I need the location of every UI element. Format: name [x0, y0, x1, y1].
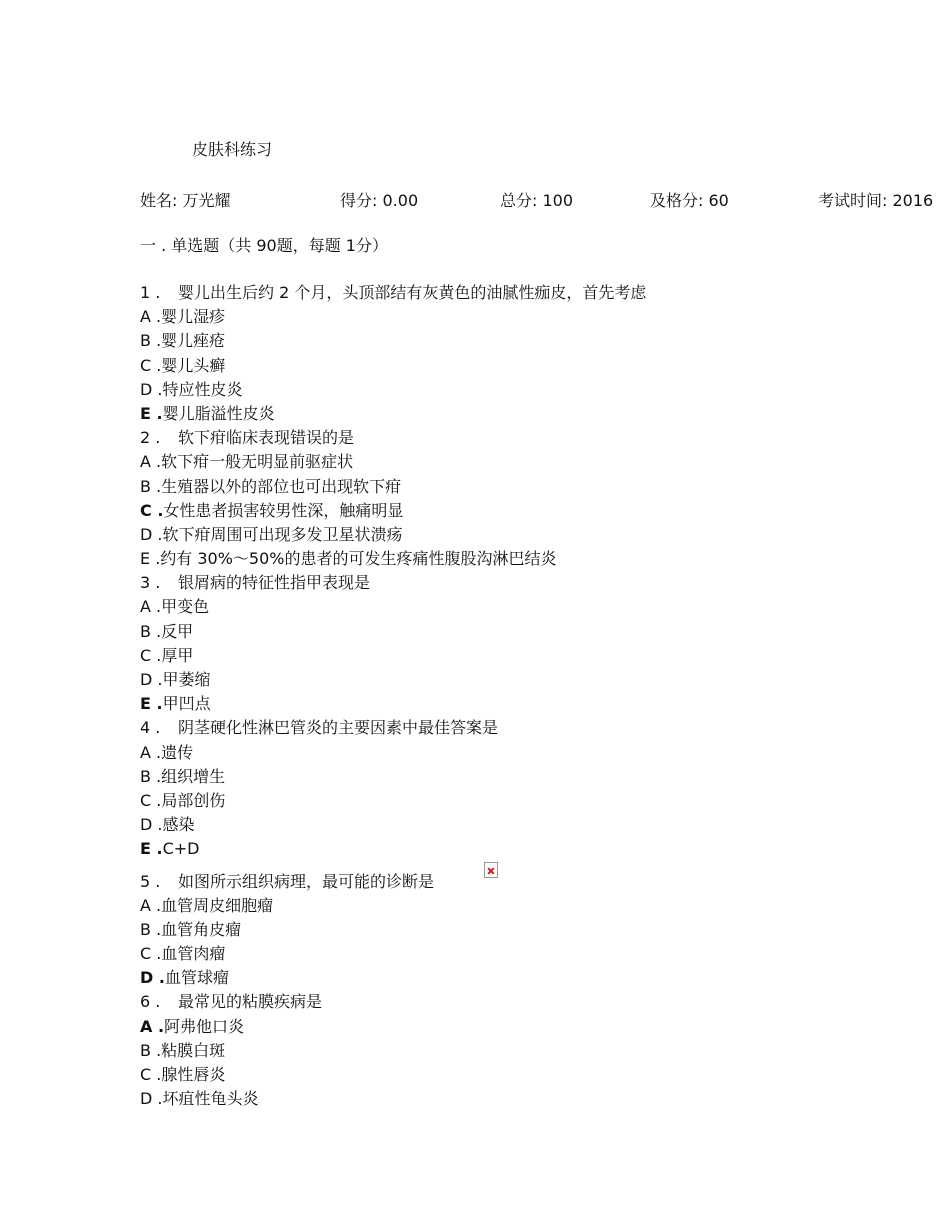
option-item [140, 668, 945, 692]
option-item [140, 644, 945, 668]
option-item [140, 378, 945, 402]
option-label: B . [140, 1040, 162, 1060]
option-label: C . [140, 790, 162, 810]
option-label: B . [140, 476, 162, 496]
option-text: C+D [162, 839, 200, 859]
option-label: A . [140, 742, 162, 762]
option-text: 血管角皮瘤 [161, 919, 242, 939]
question-text: 阴茎硬化性淋巴管炎的主要因素中最佳答案是 [178, 718, 499, 738]
meta-total [500, 188, 573, 211]
meta-time-value: 2016 [892, 191, 934, 210]
option-item [140, 547, 945, 571]
option-item [140, 942, 945, 966]
question-stem [140, 426, 945, 450]
option-text: 局部创伤 [161, 790, 226, 810]
option-text: 血管球瘤 [164, 968, 229, 988]
meta-name-label: 姓名: [140, 191, 178, 210]
broken-image-icon [484, 862, 498, 878]
option-item [140, 402, 945, 426]
option-label: B . [140, 919, 162, 939]
section-heading: 一 . 单选题（共 90题，每题 1分） [140, 236, 388, 255]
option-label: D . [140, 379, 163, 399]
question-number: 2 . [140, 428, 161, 448]
option-label: C . [140, 1065, 162, 1084]
option-label: A . [140, 307, 162, 327]
option-item [140, 789, 945, 813]
option-label: D . [140, 1089, 163, 1109]
question-text: 婴儿出生后约 2 个月，头顶部结有灰黄色的油腻性痂皮，首先考虑 [178, 283, 647, 302]
option-item [140, 329, 945, 353]
meta-name [140, 188, 231, 211]
meta-score-label: 得分: [340, 191, 378, 210]
question-stem [140, 990, 945, 1014]
meta-time-label: 考试时间: [818, 191, 888, 210]
option-text: 血管肉瘤 [161, 944, 226, 964]
option-label: A . [140, 452, 162, 472]
option-label: C . [140, 944, 162, 964]
question-text: 软下疳临床表现错误的是 [178, 428, 355, 448]
question-number: 4 . [140, 718, 161, 738]
option-label: A . [140, 895, 162, 915]
option-text: 厚甲 [161, 645, 194, 665]
option-text: 特应性皮炎 [162, 379, 243, 399]
option-label: D . [140, 670, 163, 689]
meta-pass [650, 188, 729, 211]
meta-time [818, 188, 933, 211]
option-text: 感染 [162, 815, 195, 835]
question-stem [140, 571, 945, 595]
option-text: 婴儿头癣 [161, 355, 226, 375]
option-item [140, 1063, 945, 1087]
option-text: 粘膜白斑 [161, 1040, 226, 1060]
option-label: A . [140, 597, 162, 617]
option-label: A . [140, 1016, 165, 1036]
option-text: 婴儿湿疹 [161, 307, 226, 327]
question-stem [140, 281, 945, 305]
question-text: 银屑病的特征性指甲表现是 [178, 573, 371, 593]
question-number: 5 . [140, 871, 161, 891]
option-label: C . [140, 500, 164, 520]
option-item [140, 692, 945, 716]
option-text: 甲萎缩 [162, 670, 211, 689]
question-stem [140, 870, 945, 894]
option-label: C . [140, 355, 162, 375]
meta-total-label: 总分: [500, 191, 538, 210]
question-number: 6 . [140, 992, 161, 1012]
option-label: D . [140, 968, 165, 988]
option-item [140, 620, 945, 644]
option-text: 坏疽性龟头炎 [162, 1089, 259, 1109]
option-text: 阿弗他口炎 [164, 1016, 245, 1036]
option-text: 遗传 [161, 742, 194, 762]
option-text: 软下疳周围可出现多发卫星状溃疡 [162, 524, 403, 544]
meta-total-value: 100 [542, 191, 574, 210]
option-item [140, 450, 945, 474]
meta-score [340, 188, 418, 211]
option-text: 约有 30%～50%的患者的可发生疼痛性腹股沟淋巴结炎 [160, 549, 557, 569]
meta-pass-value: 60 [708, 191, 729, 210]
option-label: D . [140, 815, 163, 835]
option-item [140, 1039, 945, 1063]
option-label: E . [140, 694, 163, 714]
option-item [140, 523, 945, 547]
option-label: B . [140, 621, 162, 641]
question-number: 1 . [140, 283, 161, 302]
option-item [140, 354, 945, 378]
option-item [140, 499, 945, 523]
option-item [140, 918, 945, 942]
option-item [140, 765, 945, 789]
option-label: E . [140, 549, 161, 569]
option-text: 女性患者损害较男性深，触痛明显 [163, 500, 404, 520]
option-text: 组织增生 [161, 766, 226, 786]
option-text: 生殖器以外的部位也可出现软下疳 [161, 476, 402, 496]
image-spacer [140, 862, 945, 870]
option-item [140, 1087, 945, 1111]
option-text: 腺性唇炎 [161, 1065, 226, 1084]
meta-name-value: 万光耀 [182, 191, 231, 210]
option-text: 婴儿脂溢性皮炎 [162, 403, 275, 423]
option-item [140, 1015, 945, 1039]
option-label: C . [140, 645, 162, 665]
option-text: 软下疳一般无明显前驱症状 [161, 452, 354, 472]
option-item [140, 894, 945, 918]
option-item [140, 837, 945, 861]
option-text: 反甲 [161, 621, 194, 641]
option-item [140, 966, 945, 990]
option-text: 甲变色 [161, 597, 210, 617]
option-item [140, 305, 945, 329]
option-item [140, 813, 945, 837]
question-text: 如图所示组织病理，最可能的诊断是 [178, 871, 435, 891]
question-text: 最常见的粘膜疾病是 [178, 992, 323, 1012]
option-label: D . [140, 524, 163, 544]
option-text: 甲凹点 [162, 694, 211, 714]
option-item [140, 475, 945, 499]
question-number: 3 . [140, 573, 161, 593]
meta-pass-label: 及格分: [650, 191, 704, 210]
option-label: B . [140, 331, 162, 351]
option-label: E . [140, 839, 163, 859]
option-item [140, 741, 945, 765]
option-text: 婴儿痤疮 [161, 331, 226, 351]
meta-score-value: 0.00 [382, 191, 419, 210]
option-text: 血管周皮细胞瘤 [161, 895, 274, 915]
option-item [140, 595, 945, 619]
document-title: 皮肤科练习 [192, 140, 273, 159]
option-label: E . [140, 403, 163, 423]
question-stem [140, 716, 945, 740]
question-list [140, 281, 945, 1111]
option-label: B . [140, 766, 162, 786]
